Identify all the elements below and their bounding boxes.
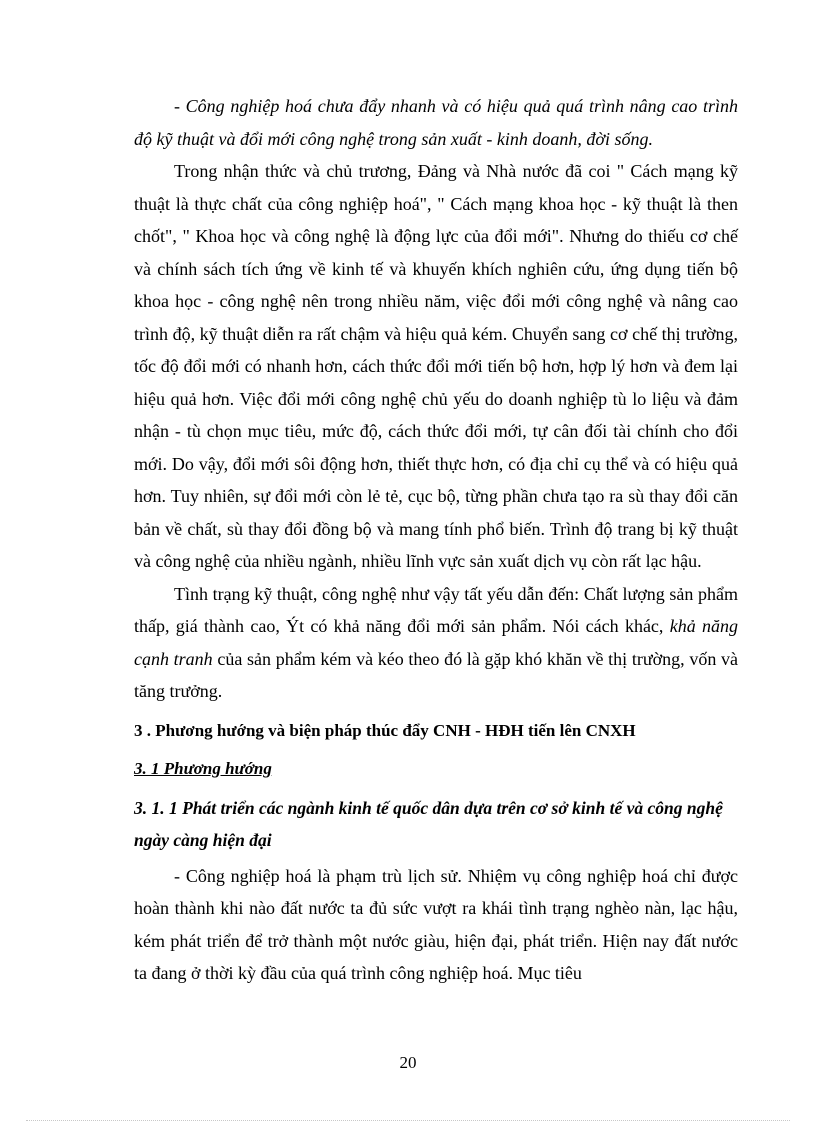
paragraph-3-text-b: của sản phẩm kém và kéo theo đó là gặp khó khăn về thị trường, vốn và tăng trưởng. <box>134 648 739 701</box>
subsubsection-heading: 3. 1. 1 Phát triển các ngành kinh tế quốc dân dựa trên cơ sở kinh tế và công nghệ ngày càng hiện đại <box>134 797 723 850</box>
subsection-heading: 3. 1 Phương hướng <box>134 758 272 778</box>
page-number: 20 <box>399 1053 417 1072</box>
paragraph-2: Trong nhận thức và chủ trương, Đảng và Nhà nước đã coi " Cách mạng kỹ thuật là thực chất của công nghiệp hoá", " Cách mạng khoa học - kỹ thuật là then chốt", " Khoa học và công nghệ là động lực của đổi mới". Nhưng do thiếu cơ chế và chính sách tích ứng về kinh tế và khuyến khích nghiên cứu, ứng dụng tiến bộ khoa học - công nghệ nên trong nhiều năm, việc đổi mới công nghệ và nâng cao trình độ, kỹ thuật diễn ra rất chậm và hiệu quả kém. Chuyển sang cơ chế thị trường, tốc độ đổi mới có nhanh hơn, cách thức đổi mới tiến bộ hơn, hợp lý hơn và đem lại hiệu quả hơn. Việc đổi mới công nghệ chủ yếu do doanh nghiệp tù lo liệu và đảm nhận - tù chọn mục tiêu, mức độ, cách thức đổi mới, tự cân đối tài chính cho đổi mới. Do vậy, đổi mới sôi động hơn, thiết thực hơn, có địa chỉ cụ thể và có hiệu quả hơn. Tuy nhiên, sự đổi mới còn lẻ tẻ, cục bộ, từng phần chưa tạo ra sù thay đổi căn bản về chất, sù thay đổi đồng bộ và mang tính phổ biến. Trình độ trang bị kỹ thuật và công nghệ của nhiều ngành, nhiều lĩnh vực sản xuất dịch vụ còn rất lạc hậu. <box>134 161 738 571</box>
page-content <box>134 90 738 990</box>
paragraph-3 <box>134 578 738 708</box>
paragraph-1: - Công nghiệp hoá chưa đẩy nhanh và có hiệu quả quá trình nâng cao trình độ kỹ thuật và đổi mới công nghệ trong sản xuất - kinh doanh, đời sống. <box>134 96 738 149</box>
paragraph-3-italic: khả năng cạnh tranh <box>134 616 738 669</box>
page-bottom-divider <box>26 1120 790 1121</box>
paragraph-4: - Công nghiệp hoá là phạm trù lịch sử. Nhiệm vụ công nghiệp hoá chỉ được hoàn thành khi nào đất nước ta đủ sức vượt ra khái tình trạng nghèo nàn, lạc hậu, kém phát triển để trở thành một nước giàu, hiện đại, phát triển. Hiện nay đất nước ta đang ở thời kỳ đầu của quá trình công nghiệp hoá. Mục tiêu <box>134 865 738 983</box>
paragraph-3-text-a: Tình trạng kỹ thuật, công nghệ như vậy tất yếu dẫn đến: Chất lượng sản phẩm thấp, giá thành cao, Ýt có khả năng đổi mới sản phẩm. Nói cách khác, <box>134 583 738 636</box>
section-heading: 3 . Phương hướng và biện pháp thúc đẩy CNH - HĐH tiến lên CNXH <box>134 720 636 740</box>
